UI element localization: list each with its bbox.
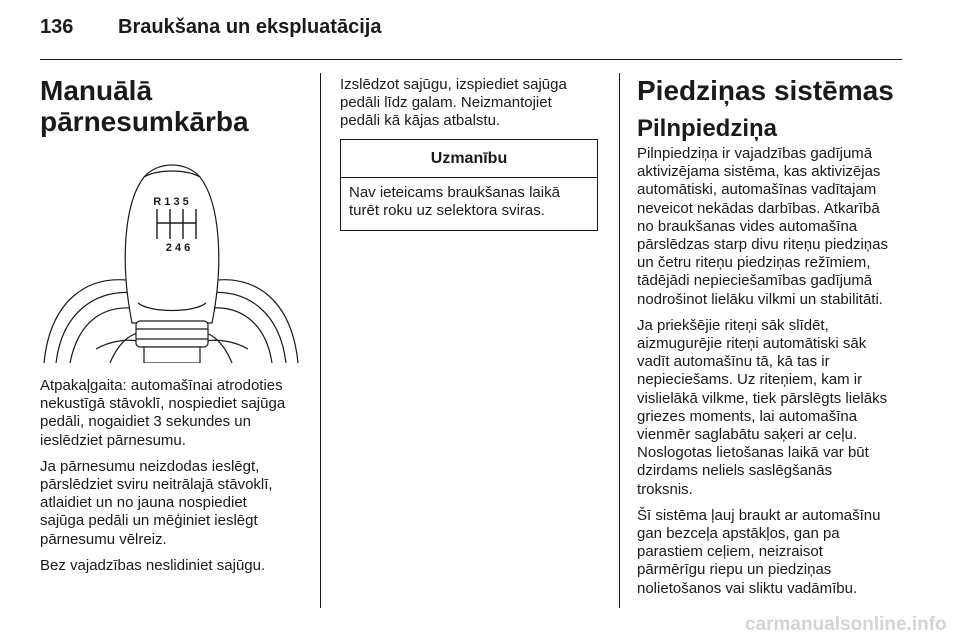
paragraph: Izslēdzot sajūgu, izspiediet sajūga pedāli līdz galam. Neizmantojiet pedāli kā kājas atbalstu.: [340, 76, 567, 130]
column-divider-right: [619, 73, 620, 608]
left-column-text: [40, 377, 315, 583]
shift-pattern-bottom-label: 2 4 6: [165, 242, 191, 254]
subheading-awd: Pilnpiedziņa: [637, 115, 778, 142]
page-number: 136: [40, 16, 74, 38]
paragraph: Ja priekšējie riteņi sāk slīdēt, aizmugurējie riteņi automātiski sāk vadīt automašīnu tā, kā tas ir nepieciešams. Uz riteņiem, kam ir vislielākā vilkme, tiek pārslēgts lielāks griezes moments, lai automašīna vienmēr saglabātu saķeri ar ceļu. Noslogotas lietošanas laikā var būt dzirdams neliels saslēgšanās troksnis.: [637, 316, 888, 498]
callout-title: Uzmanību: [341, 140, 597, 178]
header-rule: [40, 59, 902, 60]
paragraph: Bez vajadzības neslidiniet sajūgu.: [40, 556, 266, 574]
column-divider-left: [320, 73, 321, 608]
section-heading-drive-systems: Piedziņas sistēmas: [637, 75, 894, 106]
gear-knob-illustration: [40, 153, 302, 363]
left-column: [40, 75, 310, 137]
paragraph: Atpakaļgaita: automašīnai atrodoties nekustīgā stāvoklī, nospiediet sajūga pedāli, nogaidiet 3 sekundes un ieslēdziet pārnesumu.: [40, 377, 286, 449]
chapter-title: Braukšana un ekspluatācija: [118, 16, 382, 38]
middle-column: [340, 76, 610, 139]
paragraph: Šī sistēma ļauj braukt ar automašīnu gan bezceļa apstākļos, gan pa parastiem ceļiem, neizraisot pārmērīgu riepu un piedziņas nolietošanos vai sliktu vadāmību.: [637, 506, 881, 597]
paragraph: Ja pārnesumu neizdodas ieslēgt, pārslēdziet sviru neitrālajā stāvoklī, atlaidiet un no jauna nospiediet sajūga pedāli un mēģiniet ieslēgt pārnesumu vēlreiz.: [40, 457, 273, 548]
page-header: [40, 16, 381, 39]
section-heading-manual-gearbox: Manuālā pārnesumkārba: [40, 75, 249, 137]
gear-knob-drawing: [40, 153, 302, 363]
watermark: carmanualsonline.info: [745, 614, 947, 635]
right-column: [637, 75, 912, 606]
paragraph: Pilnpiedziņa ir vajadzības gadījumā aktivizējama sistēma, kas aktivizējas automātiski, automašīnas vadītajam neveicot nekādas darbības. Atkarībā no braukšanas vides automašīna pārslēdzas starp divu riteņu piedziņas un četru riteņu piedziņas režīmiem, tādējādi nepieciešamības gadījumā nodrošinot lielāku vilkmi un stabilitāti.: [637, 145, 888, 308]
warning-callout: [340, 139, 598, 231]
shift-pattern-top-label: R 1 3 5: [153, 196, 189, 208]
callout-body: Nav ieteicams braukšanas laikā turēt roku uz selektora sviras.: [349, 184, 560, 220]
